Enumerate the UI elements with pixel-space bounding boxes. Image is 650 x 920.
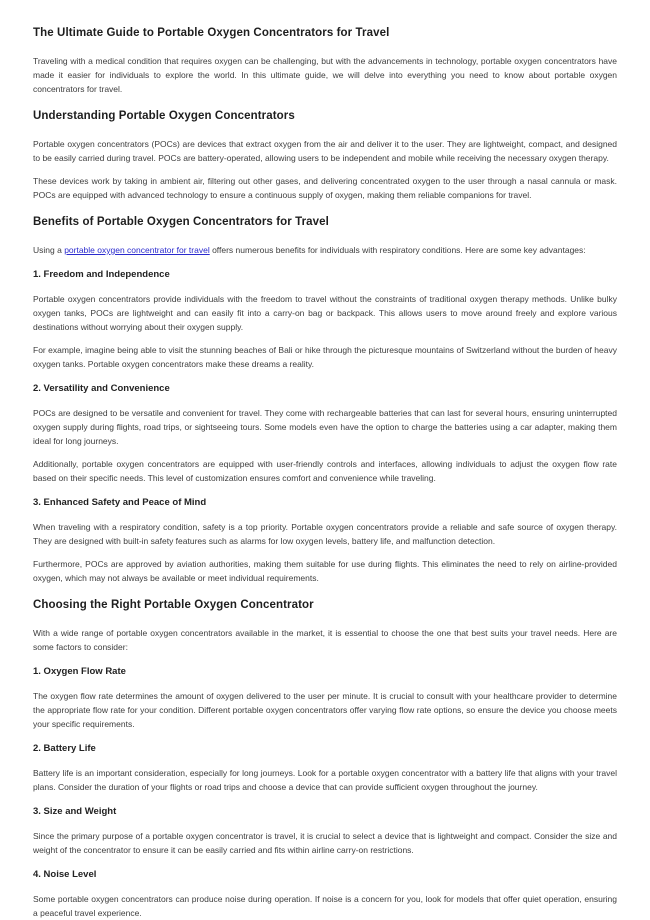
benefit-freedom-paragraph-1: Portable oxygen concentrators provide individuals with the freedom to travel without the constraints of traditional oxygen therapy methods. Unlike bulky oxygen tanks, POCs are lightweight and can easily fit into a carry-on bag or backpack. This allows users to move around freely and explore various destinations without worrying about their oxygen supply.: [33, 294, 617, 332]
factor-noise-level-paragraph: Some portable oxygen concentrators can produce noise during operation. If noise is a concern for you, look for models that offer quiet operation, ensuring a peaceful travel experience.: [33, 894, 617, 918]
benefit-heading-freedom: 1. Freedom and Independence: [33, 269, 170, 280]
choosing-lead-paragraph: With a wide range of portable oxygen concentrators available in the market, it is essential to choose the one that best suits your travel needs. Here are some factors to consider:: [33, 628, 617, 652]
factor-flow-rate-paragraph: The oxygen flow rate determines the amount of oxygen delivered to the user per minute. It is crucial to consult with your healthcare provider to determine the appropriate flow rate for your condition. Different portable oxygen concentrators offer varying flow rate options, so ensure the device you choose meets your specific requirements.: [33, 691, 617, 729]
benefit-safety-paragraph-2: Furthermore, POCs are approved by aviation authorities, making them suitable for use during flights. This eliminates the need to rely on airline-provided oxygen, which may not always be available or meet individual requirements.: [33, 559, 617, 583]
article-title: The Ultimate Guide to Portable Oxygen Concentrators for Travel: [33, 27, 390, 39]
factor-heading-noise-level: 4. Noise Level: [33, 869, 97, 880]
section-heading-benefits: Benefits of Portable Oxygen Concentrators for Travel: [33, 216, 329, 228]
section-heading-choosing: Choosing the Right Portable Oxygen Concentrator: [33, 599, 314, 611]
benefit-versatility-paragraph-1: POCs are designed to be versatile and convenient for travel. They come with rechargeable batteries that can last for several hours, ensuring uninterrupted oxygen supply during flights, road trips, or sightseeing tours. Some models even have the option to charge the batteries using a car adapter, making them ideal for long journeys.: [33, 408, 617, 446]
benefit-heading-safety: 3. Enhanced Safety and Peace of Mind: [33, 497, 207, 508]
benefit-heading-versatility: 2. Versatility and Convenience: [33, 383, 170, 394]
section-heading-understanding: Understanding Portable Oxygen Concentrators: [33, 110, 295, 122]
benefits-lead-paragraph: [33, 243, 617, 257]
understanding-paragraph-1: Portable oxygen concentrators (POCs) are devices that extract oxygen from the air and deliver it to the user. They are lightweight, compact, and designed to be easily carried during travel. POCs are battery-operated, allowing users to be independent and mobile while receiving the necessary oxygen therapy.: [33, 139, 617, 163]
benefit-safety-paragraph-1: When traveling with a respiratory condition, safety is a top priority. Portable oxygen concentrators provide a reliable and safe source of oxygen therapy. They are designed with built-in safety features such as alarms for low oxygen levels, battery life, and malfunction detection.: [33, 522, 617, 546]
factor-heading-battery-life: 2. Battery Life: [33, 743, 96, 754]
benefit-freedom-paragraph-2: For example, imagine being able to visit the stunning beaches of Bali or hike through the picturesque mountains of Switzerland without the burden of heavy oxygen tanks. Portable oxygen concentrators make these dreams a reality.: [33, 345, 617, 369]
factor-heading-flow-rate: 1. Oxygen Flow Rate: [33, 666, 126, 677]
benefits-lead-prefix: Using a: [33, 245, 65, 255]
poc-for-travel-link[interactable]: portable oxygen concentrator for travel: [64, 245, 210, 255]
factor-size-weight-paragraph: Since the primary purpose of a portable oxygen concentrator is travel, it is crucial to select a device that is lightweight and compact. Consider the size and weight of the concentrator to ensure it can be easily carried and fits within airline carry-on restrictions.: [33, 831, 617, 855]
factor-battery-life-paragraph: Battery life is an important consideration, especially for long journeys. Look for a portable oxygen concentrator with a battery life that aligns with your travel plans. Consider the duration of your flights or road trips and choose a device that can provide sufficient oxygen throughout the journey.: [33, 768, 617, 792]
benefit-versatility-paragraph-2: Additionally, portable oxygen concentrators are equipped with user-friendly controls and interfaces, allowing individuals to adjust the oxygen flow rate based on their specific needs. This level of customization ensures comfort and convenience while traveling.: [33, 459, 617, 483]
benefits-lead-suffix: offers numerous benefits for individuals with respiratory conditions. Here are some key advantages:: [209, 245, 586, 255]
intro-paragraph: Traveling with a medical condition that requires oxygen can be challenging, but with the advancements in technology, portable oxygen concentrators have made it easier for individuals to explore the world. In this ultimate guide, we will delve into everything you need to know about portable oxygen concentrators for travel.: [33, 56, 617, 94]
factor-heading-size-weight: 3. Size and Weight: [33, 806, 117, 817]
understanding-paragraph-2: These devices work by taking in ambient air, filtering out other gases, and delivering concentrated oxygen to the user through a nasal cannula or mask. POCs are equipped with advanced technology to ensure a continuous supply of oxygen, making them reliable companions for travel.: [33, 176, 617, 200]
